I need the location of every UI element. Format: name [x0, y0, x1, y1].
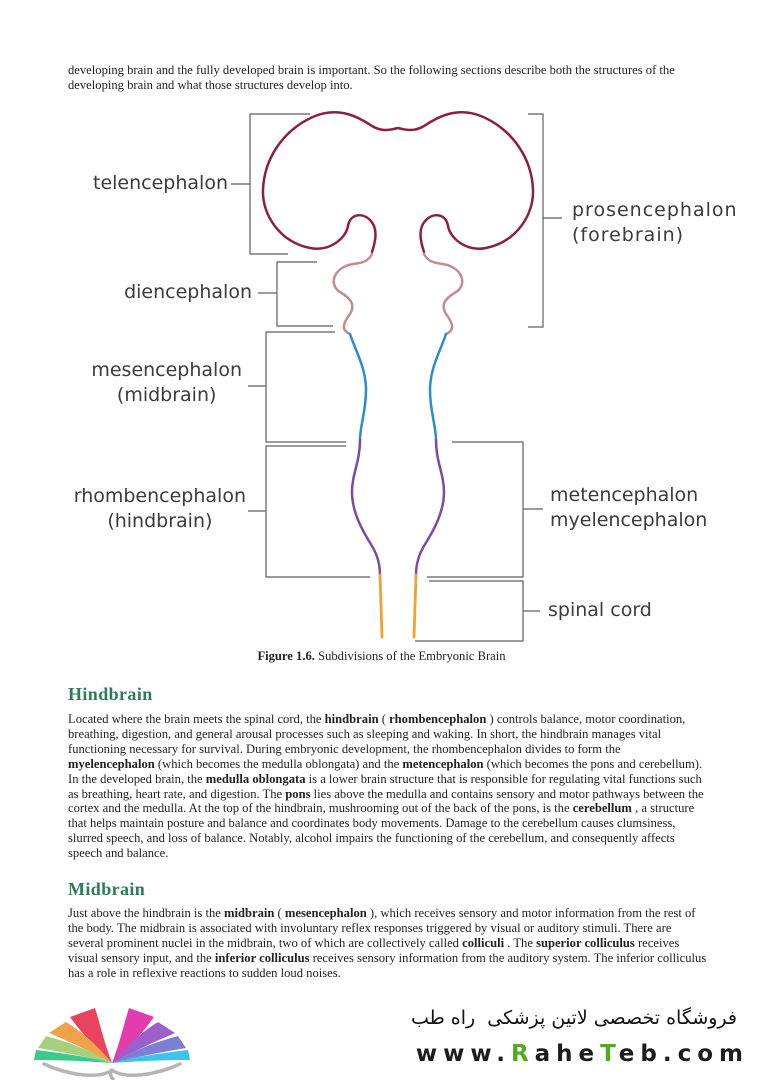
label-mesencephalon — [91, 358, 242, 408]
rhombencephalon-bracket — [248, 446, 370, 577]
label-rhombencephalon-line1: rhombencephalon — [73, 485, 246, 507]
label-diencephalon: diencephalon — [124, 281, 252, 303]
raheteb-book-logo — [30, 1002, 194, 1080]
label-metencephalon-line1: metencephalon — [550, 484, 699, 506]
rhombencephalon-outline-right — [416, 440, 444, 575]
figure-caption-number: Figure 1.6. — [257, 649, 315, 663]
label-telencephalon: telencephalon — [93, 172, 228, 194]
heading-midbrain: Midbrain — [68, 879, 146, 899]
telencephalon-outline — [263, 112, 533, 252]
label-myelencephalon-line2: myelencephalon — [550, 509, 708, 531]
metencephalon-bracket — [427, 442, 543, 577]
label-prosencephalon — [572, 198, 738, 248]
spinal-cord-bracket — [415, 581, 540, 641]
label-forebrain-line2: (forebrain) — [572, 224, 685, 246]
diencephalon-bracket — [258, 262, 333, 326]
diencephalon-outline-right — [424, 254, 462, 334]
label-mesencephalon-line1: mesencephalon — [91, 359, 242, 381]
figure-caption — [0, 649, 763, 664]
spinal-cord-line — [380, 575, 382, 637]
spinal-cord-line-right — [414, 575, 416, 637]
rhombencephalon-outline — [352, 440, 380, 575]
embryonic-brain-figure — [0, 105, 763, 665]
mesencephalon-outline — [350, 334, 366, 440]
mesencephalon-bracket — [248, 332, 346, 442]
figure-caption-text: Subdivisions of the Embryonic Brain — [314, 649, 506, 663]
footer-persian-text: فروشگاه تخصصی لاتین پزشکی راه طب — [410, 1007, 737, 1029]
label-prosencephalon-line1: prosencephalon — [572, 199, 738, 221]
logo-book-base — [44, 1064, 180, 1079]
label-hindbrain-line2: (hindbrain) — [107, 510, 213, 532]
paragraph-hindbrain: Located where the brain meets the spinal cord, the hindbrain ( rhombencephalon ) controls balance, motor coordination, breathing, digestion, and general arousal processes such as sleeping and waking. In short, the hindbrain manages vital functioning necessary for survival. During embryonic development, the rhombencephalon divides to form the myelencephalon (which becomes the medulla oblongata) and the metencephalon (which becomes the pons and cerebellum). In the developed brain, the medulla oblongata is a lower brain structure that is responsible for regulating vital functions such as breathing, heart rate, and digestion. The pons lies above the medulla and contains sensory and motor pathways between the cortex and the medulla. At the top of the hindbrain, mushrooming out of the back of the pons, is the cerebellum , a structure that helps maintain posture and balance and coordinates body movements. Damage to the cerebellum causes clumsiness, slurred speech, and loss of balance. Notably, alcohol impairs the functioning of the cerebellum, and consequently affects speech and balance. — [68, 712, 704, 861]
telencephalon-bracket — [231, 114, 310, 254]
footer-website-text: www.RaheTeb.com — [415, 1041, 749, 1067]
label-midbrain-line2: (midbrain) — [116, 384, 217, 406]
intro-paragraph: developing brain and the fully developed brain is important. So the following sections describe both the structures of the developing brain and what those structures develop into. — [68, 63, 675, 92]
label-metencephalon — [550, 483, 707, 533]
paragraph-midbrain: Just above the hindbrain is the midbrain ( mesencephalon ), which receives sensory and motor information from the rest of the body. The midbrain is associated with involuntary reflex responses triggered by visual or auditory stimuli. There are several prominent nuclei in the midbrain, two of which are collectively called colliculi . The superior colliculus receives visual sensory input, and the inferior colliculus receives sensory information from the auditory system. The inferior colliculus has a role in reflexive reactions to sudden loud noises. — [68, 906, 707, 980]
label-spinal-cord: spinal cord — [548, 599, 652, 621]
diencephalon-outline — [334, 254, 372, 334]
prosencephalon-bracket — [528, 114, 562, 327]
mesencephalon-outline-right — [430, 334, 446, 440]
heading-hindbrain: Hindbrain — [68, 684, 153, 704]
label-rhombencephalon — [74, 484, 246, 534]
